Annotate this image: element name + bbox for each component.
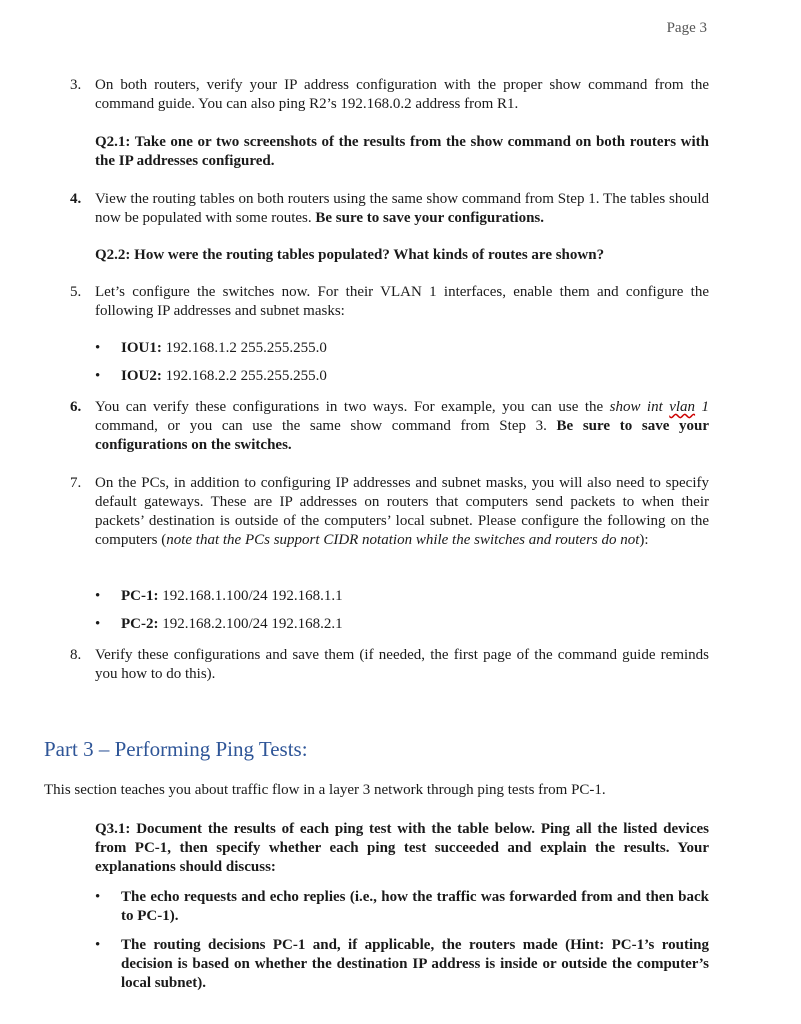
- bullet-marker: •: [95, 588, 101, 604]
- bullet-marker: •: [95, 368, 101, 384]
- discussion-point-routing: The routing decisions PC-1 and, if applicable, the routers made (Hint: PC-1’s routing decision is based on whether the destination IP address is inside or outside the computer’s local subnet).: [121, 937, 709, 991]
- pc1-config: PC-1: 192.168.1.100/24 192.168.1.1: [121, 588, 343, 604]
- pc2-config: PC-2: 192.168.2.100/24 192.168.2.1: [121, 616, 343, 632]
- page-number: Page 3: [666, 20, 707, 36]
- switch-iou2-config: IOU2: 192.168.2.2 255.255.255.0: [121, 368, 327, 384]
- step-6-text: You can verify these configurations in two ways. For example, you can use the show int vlan 1 command, or you can use the same show command from Step 3. Be sure to save your configurations on the switches.: [95, 399, 710, 453]
- save-reminder: Be sure to save your configurations.: [315, 210, 545, 226]
- step-3-number: 3.: [70, 77, 82, 93]
- switch-iou1-config: IOU1: 192.168.1.2 255.255.255.0: [121, 340, 327, 356]
- question-2-2: Q2.2: How were the routing tables populated? What kinds of routes are shown?: [95, 247, 605, 263]
- part-3-intro: This section teaches you about traffic flow in a layer 3 network through ping tests from PC-1.: [44, 782, 606, 798]
- step-7-text: On the PCs, in addition to configuring IP addresses and subnet masks, you will also need to specify default gateways. These are IP addresses on routers that computers send packets to when their packets’ destination is outside of the computers’ local subnet. Please configure the following on the computers (note that the PCs support CIDR notation while the switches and routers do not):: [95, 475, 709, 548]
- step-8-text: Verify these configurations and save them (if needed, the first page of the command guide reminds you how to do this).: [95, 647, 709, 682]
- bullet-marker: •: [95, 937, 101, 953]
- bullet-marker: •: [95, 616, 101, 632]
- bullet-marker: •: [95, 340, 101, 356]
- switch-save-reminder: Be sure to save your configurations on the switches.: [95, 418, 709, 453]
- step-5-text: Let’s configure the switches now. For their VLAN 1 interfaces, enable them and configure the following IP addresses and subnet masks:: [95, 284, 709, 319]
- step-4-text: View the routing tables on both routers using the same show command from Step 1. The tables should now be populated with some routes. Be sure to save your configurations.: [95, 191, 709, 226]
- step-5-number: 5.: [70, 284, 82, 300]
- step-3-text: On both routers, verify your IP address configuration with the proper show command from the command guide. You can also ping R2’s 192.168.0.2 address from R1.: [95, 77, 709, 112]
- step-8-number: 8.: [70, 647, 82, 663]
- question-2-1: Q2.1: Take one or two screenshots of the results from the show command on both routers with the IP addresses configured.: [95, 134, 709, 169]
- step-4-number: 4.: [70, 191, 82, 207]
- step-6-number: 6.: [70, 399, 82, 415]
- question-3-1: Q3.1: Document the results of each ping test with the table below. Ping all the listed devices from PC-1, then specify whether each ping test succeeded and explain the results. Your explanations should discuss:: [95, 821, 709, 875]
- discussion-point-echo: The echo requests and echo replies (i.e., how the traffic was forwarded from and then back to PC-1).: [121, 889, 709, 924]
- bullet-marker: •: [95, 889, 101, 905]
- part-3-heading: Part 3 – Performing Ping Tests:: [44, 737, 308, 761]
- step-7-number: 7.: [70, 475, 82, 491]
